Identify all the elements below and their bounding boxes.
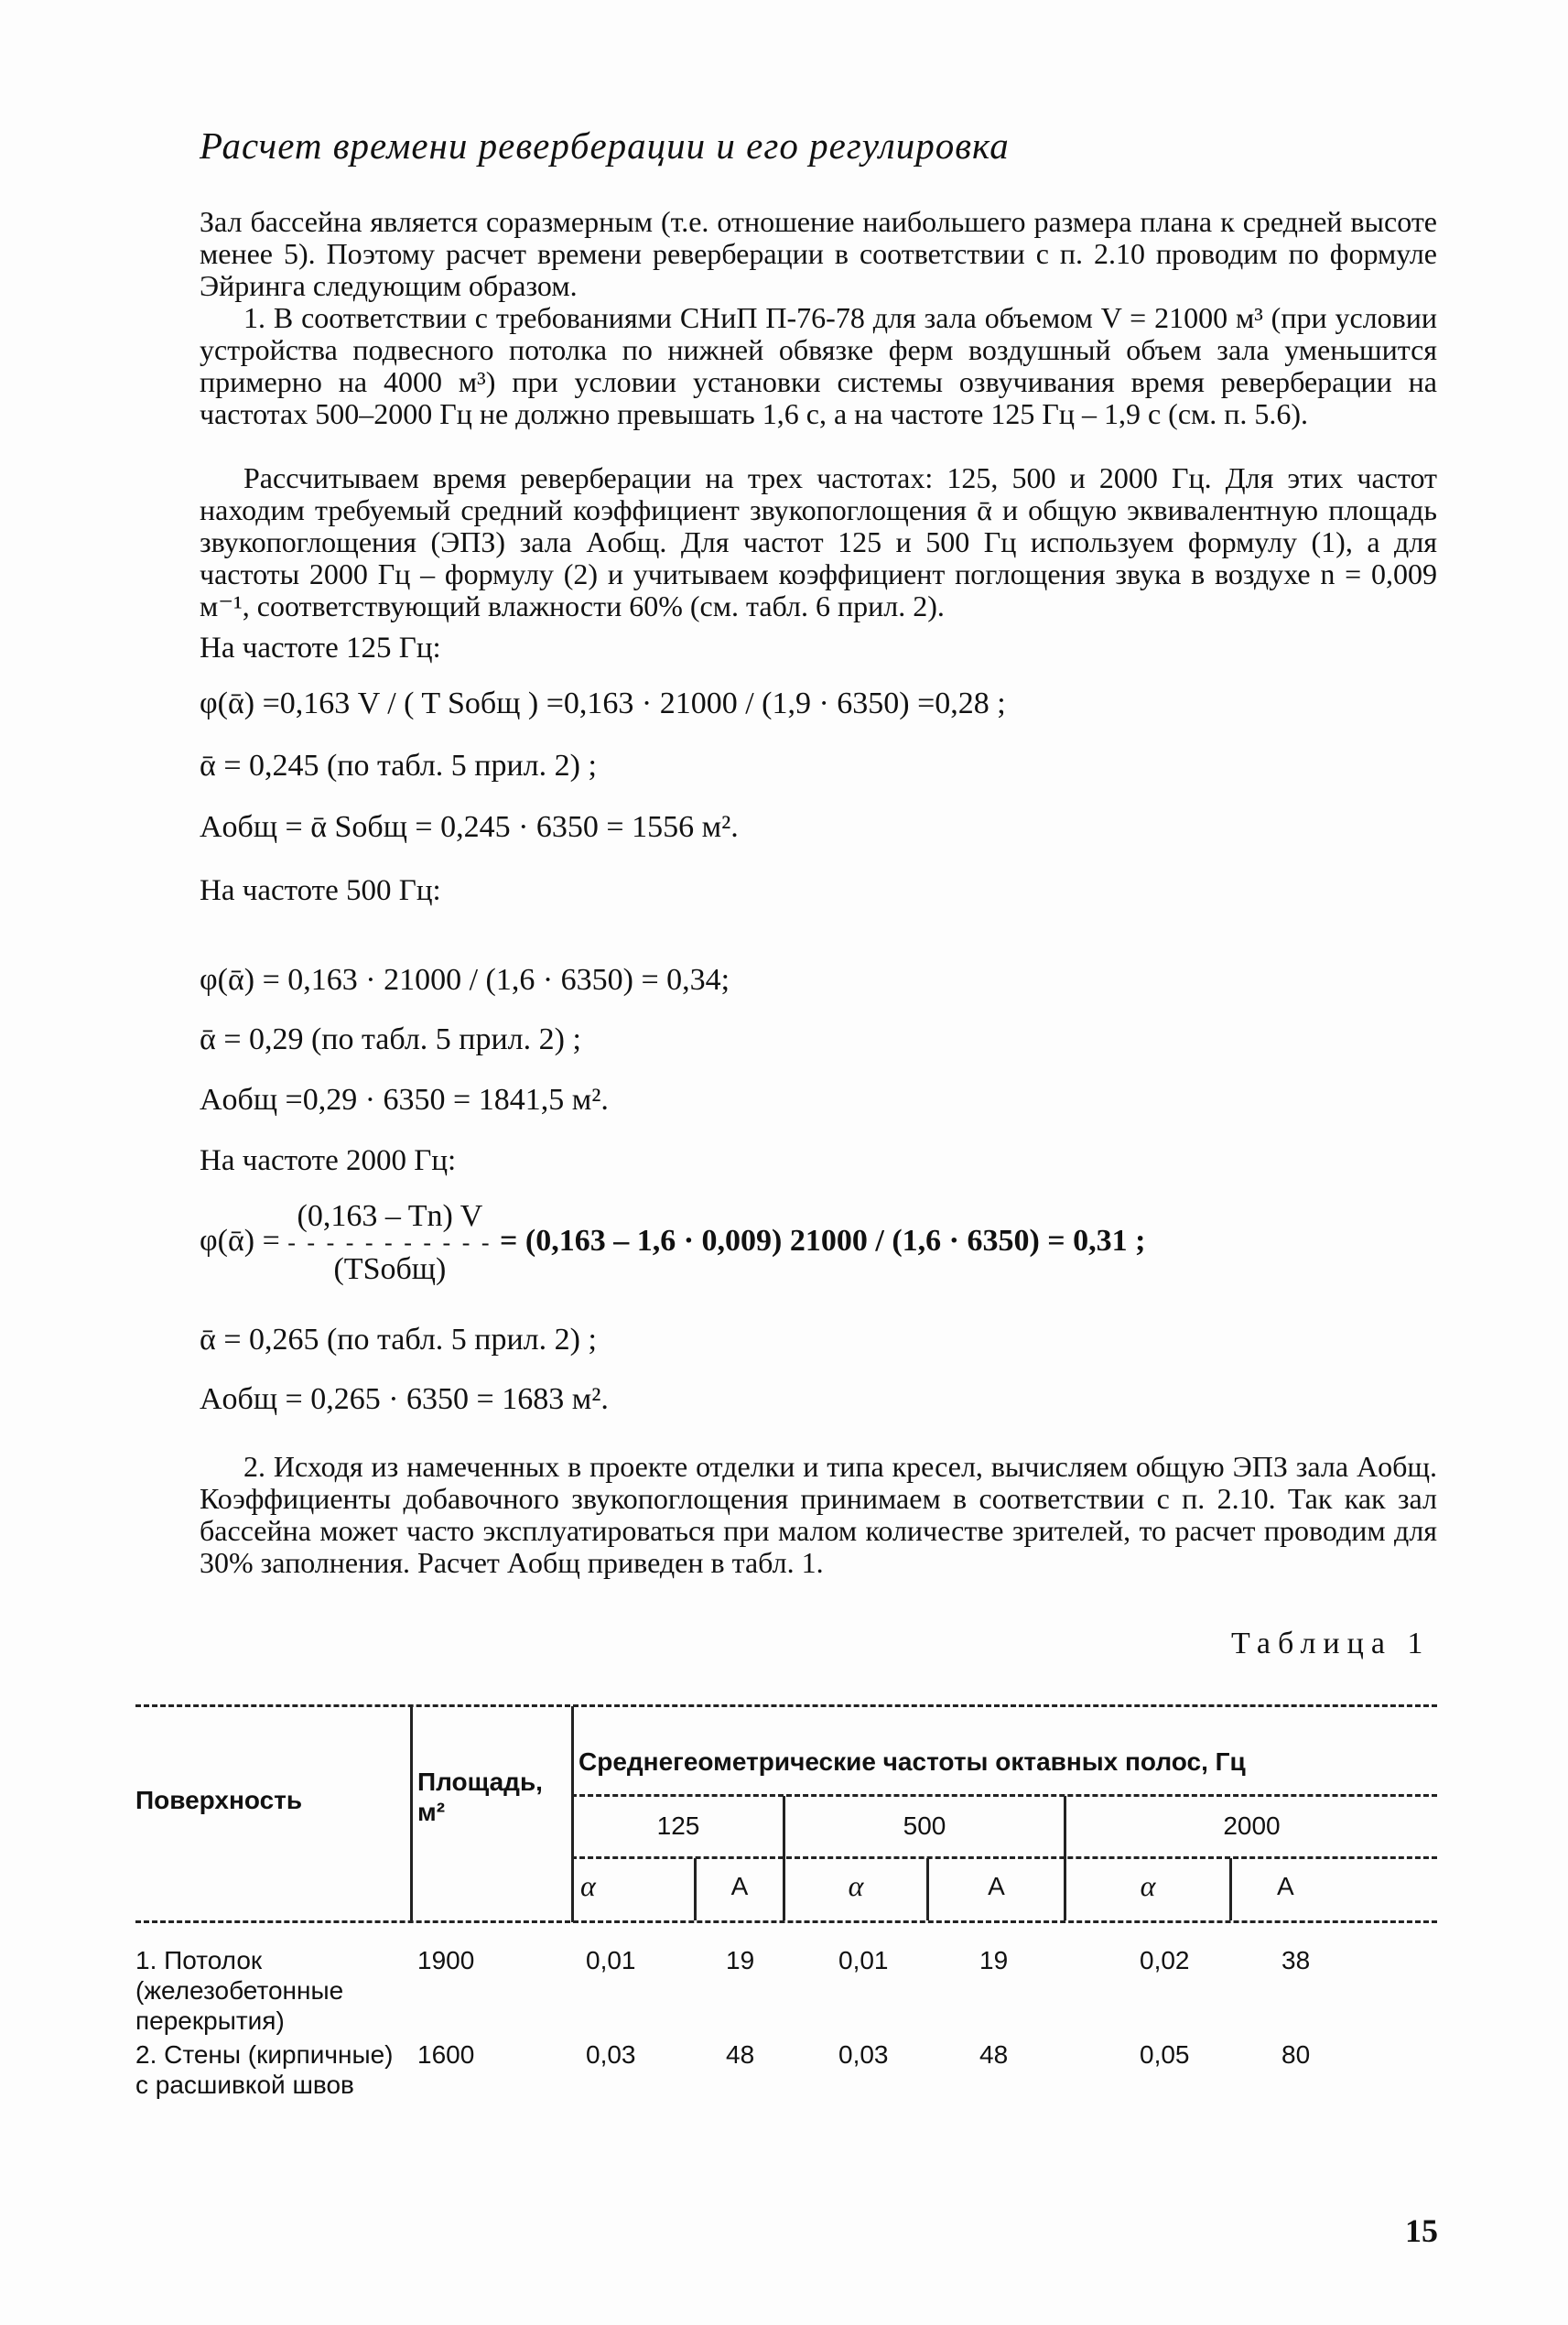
header-A-2000: A — [1277, 1872, 1294, 1900]
paragraph-requirements: 1. В соответствии с требованиями СНиП П-76-78 для зала объемом V = 21000 м³ (при условии устройства подвесного потолка по нижней обвязке ферм воздушный объем зала уменьшится примерно на 4000 м³) при условии установки системы озвучивания время реверберации на частотах 500–2000 Гц не должно превышать 1,6 с, а на частоте 125 Гц – 1,9 с (см. п. 5.6). — [200, 301, 1437, 430]
row-A-125: 48 — [726, 2040, 755, 2069]
row-area: 1600 — [417, 2040, 475, 2069]
paragraph-calculation: 2. Исходя из намеченных в проекте отделки и типа кресел, вычисляем общую ЭПЗ зала Aобщ. Коэффициенты добавочного звукопоглощения принимаем в соответствии с п. 2.10. Так как зал бассейна может часто эксплуатироваться при малом количестве зрителей, то расчет проводим для 30% заполнения. Расчет Aобщ приведен в табл. 1. — [200, 1450, 1437, 1579]
page-number: 15 — [1405, 2212, 1438, 2249]
header-alpha-2000: α — [1140, 1869, 1156, 1902]
formula-125-alpha: ᾱ = 0,245 (по табл. 5 прил. 2) ; — [200, 749, 597, 783]
formula-2000-phi — [200, 1199, 1146, 1287]
header-area: Площадь, м² — [417, 1768, 543, 1826]
row-surface: 2. Стены (кирпичные) с расшивкой швов — [135, 2040, 394, 2099]
header-A-500: A — [988, 1872, 1005, 1900]
row-A-500: 19 — [979, 1946, 1009, 1974]
formula-2000-fraction — [287, 1199, 492, 1287]
row-area: 1900 — [417, 1946, 475, 1974]
formula-2000-alpha: ᾱ = 0,265 (по табл. 5 прил. 2) ; — [200, 1323, 597, 1357]
row-A-2000: 80 — [1281, 2040, 1311, 2069]
table-caption: Таблица 1 — [1231, 1627, 1431, 1660]
fraction-bar: - - - - - - - - - - - — [287, 1229, 492, 1256]
table-rule-top — [135, 1704, 1437, 1707]
paragraph-intro: Зал бассейна является соразмерным (т.е. отношение наибольшего размера плана к средней высоте менее 5). Поэтому расчет времени реверберации в соответствии с п. 2.10 проводим по формуле Эйринга следующим образом. — [200, 205, 1437, 302]
formula-500-area: Aобщ =0,29 · 6350 = 1841,5 м². — [200, 1083, 609, 1117]
row-alpha-125: 0,03 — [586, 2040, 636, 2069]
table-rule-freqs — [571, 1856, 1437, 1859]
row-A-2000: 38 — [1281, 1946, 1311, 1974]
header-alpha-500: α — [848, 1869, 864, 1902]
row-alpha-2000: 0,02 — [1140, 1946, 1190, 1974]
formula-2000-area: Aобщ = 0,265 · 6350 = 1683 м². — [200, 1382, 609, 1416]
row-alpha-2000: 0,05 — [1140, 2040, 1190, 2069]
header-freq-125: 125 — [656, 1811, 700, 1840]
formula-500-phi: φ(ᾱ) = 0,163 · 21000 / (1,6 · 6350) = 0,34; — [200, 963, 730, 997]
header-freq-2000: 2000 — [1223, 1811, 1281, 1840]
row-A-500: 48 — [979, 2040, 1009, 2069]
row-alpha-500: 0,03 — [838, 2040, 889, 2069]
header-A-125: A — [730, 1872, 749, 1900]
table-rule-header-bottom — [135, 1920, 1437, 1923]
header-alpha-125: α — [580, 1869, 596, 1902]
header-freq-group: Среднегеометрические частоты октавных полос, Гц — [579, 1747, 1246, 1776]
paragraph-method: Рассчитываем время реверберации на трех частотах: 125, 500 и 2000 Гц. Для этих частот находим требуемый средний коэффициент звукопоглощения ᾱ и общую эквивалентную площадь звукопоглощения (ЭПЗ) зала Aобщ. Для частот 125 и 500 Гц используем формулу (1), а для частоты 2000 Гц – формулу (2) и учитываем коэффициент поглощения звука в воздухе n = 0,009 м⁻¹, соответствующий влажности 60% (см. табл. 6 прил. 2). — [200, 461, 1437, 622]
fraction-denominator: (TSобщ) — [333, 1252, 447, 1286]
formula-500-alpha: ᾱ = 0,29 (по табл. 5 прил. 2) ; — [200, 1022, 581, 1056]
heading-500hz: На частоте 500 Гц: — [200, 874, 441, 907]
row-alpha-500: 0,01 — [838, 1946, 889, 1974]
page-title: Расчет времени реверберации и его регулировка — [200, 124, 1010, 167]
heading-2000hz: На частоте 2000 Гц: — [200, 1144, 457, 1177]
formula-125-phi: φ(ᾱ) =0,163 V / ( T Sобщ ) =0,163 · 21000 / (1,9 · 6350) =0,28 ; — [200, 687, 1006, 720]
formula-2000-rhs: = (0,163 – 1,6 · 0,009) 21000 / (1,6 · 6350) = 0,31 ; — [500, 1223, 1146, 1258]
row-alpha-125: 0,01 — [586, 1946, 636, 1974]
row-surface: 1. Потолок (железобетонные перекрытия) — [135, 1946, 344, 2035]
formula-2000-lhs: φ(ᾱ) = — [200, 1223, 280, 1258]
table-col-divider — [410, 1706, 413, 1922]
table-col-divider — [1229, 1858, 1232, 1920]
heading-125hz: На частоте 125 Гц: — [200, 632, 441, 665]
table-rule-freq-group — [571, 1794, 1437, 1797]
header-surface: Поверхность — [135, 1786, 303, 1814]
header-freq-500: 500 — [903, 1811, 946, 1840]
fraction-numerator: (0,163 – Tn) V — [297, 1199, 483, 1233]
row-A-125: 19 — [726, 1946, 755, 1974]
formula-125-area: Aобщ = ᾱ Sобщ = 0,245 · 6350 = 1556 м². — [200, 810, 739, 844]
